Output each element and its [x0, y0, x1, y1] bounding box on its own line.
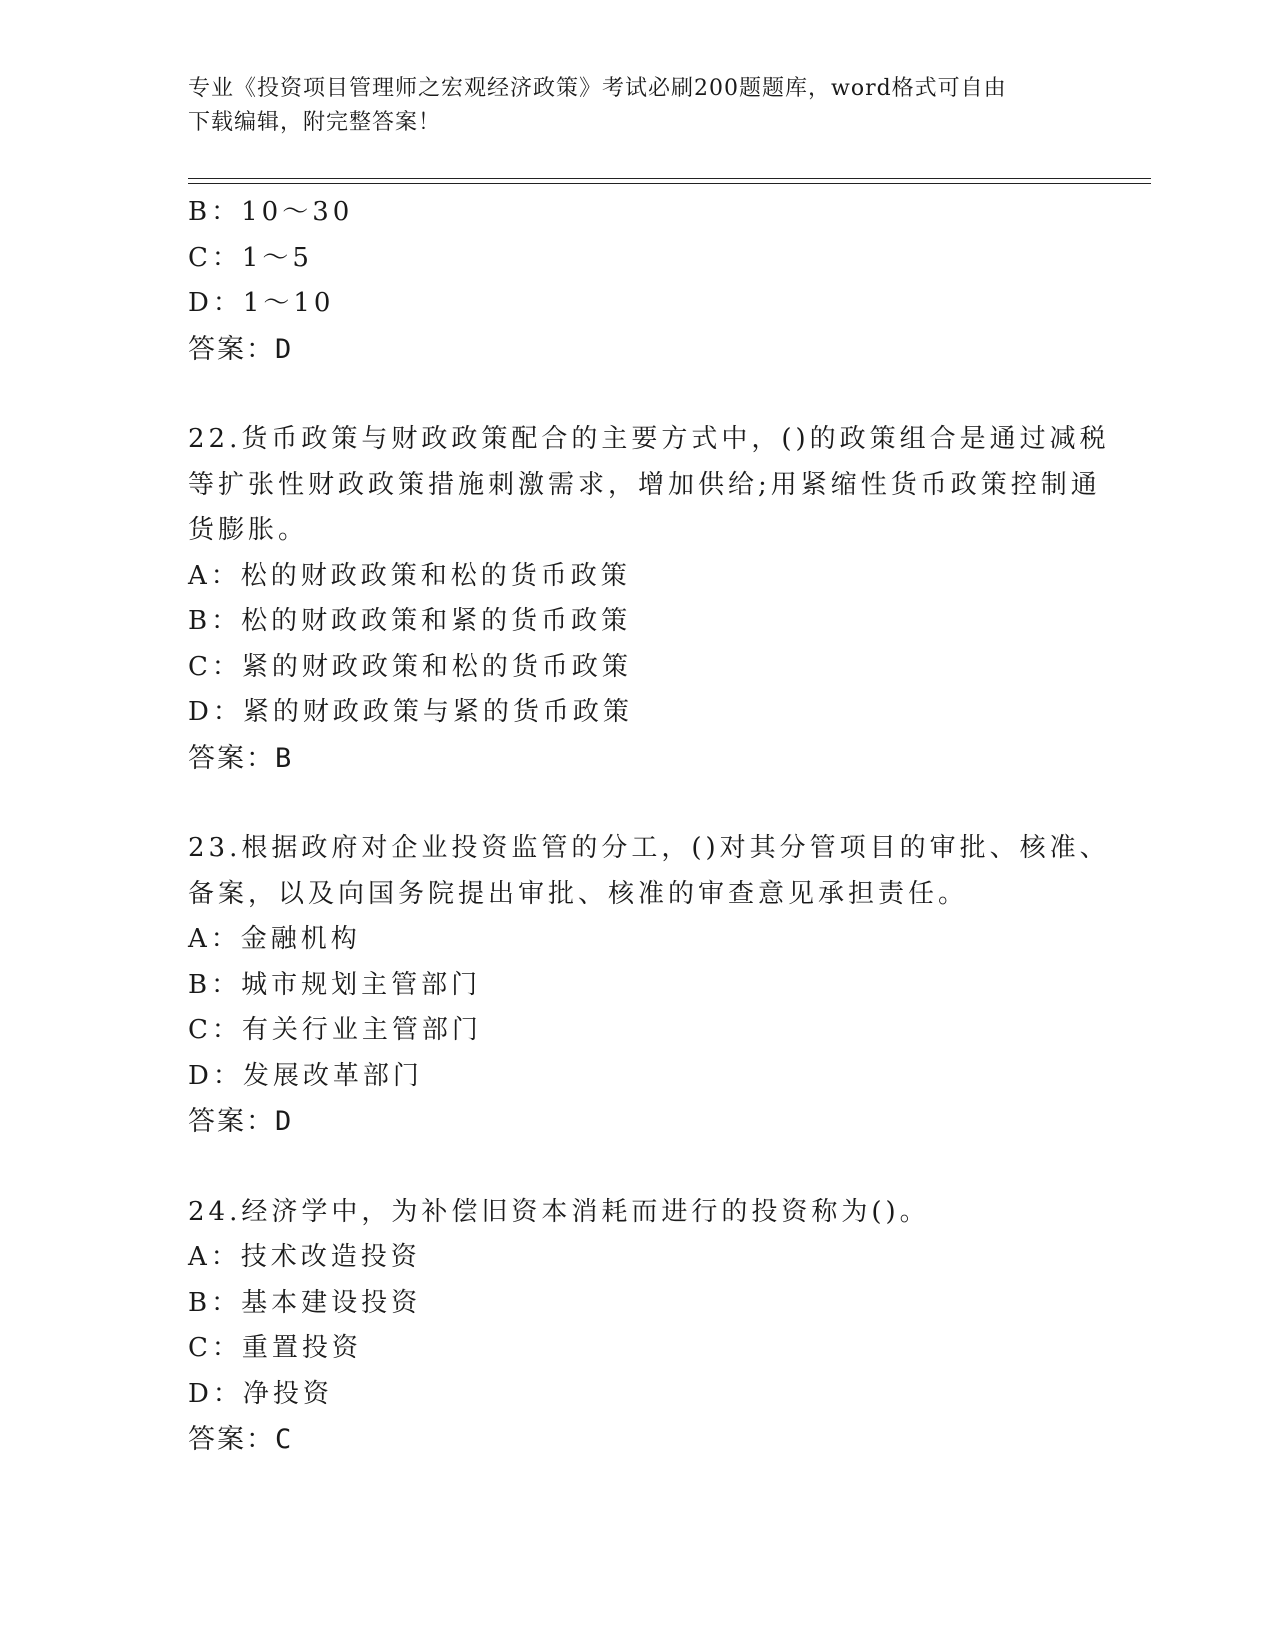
option-a: A：松的财政政策和松的货币政策 [188, 560, 631, 591]
option-b: B：城市规划主管部门 [188, 969, 482, 1000]
answer-label: 答案： [188, 1106, 275, 1137]
header-divider-top [188, 178, 1151, 179]
answer-line [188, 1099, 1088, 1145]
question-block-23 [188, 826, 1110, 1145]
question-text-line: 24.经济学中，为补偿旧资本消耗而进行的投资称为()。 [188, 1196, 930, 1227]
option-c: C：有关行业主管部门 [188, 1015, 482, 1045]
option-c: C：1～5 [188, 242, 313, 273]
answer-label: 答案： [188, 742, 275, 774]
option-c: C：重置投资 [188, 1333, 362, 1363]
answer-line [188, 736, 1088, 782]
question-block-22 [188, 417, 1110, 781]
answer-value: D [275, 333, 294, 365]
option-d: D：净投资 [188, 1378, 333, 1409]
answer-line [188, 1417, 1088, 1463]
header-divider-bottom [188, 183, 1151, 184]
option-a: A：金融机构 [188, 924, 361, 954]
option-d: D：1～10 [188, 288, 335, 318]
option-b: B：基本建设投资 [188, 1287, 422, 1318]
option-b: B：10～30 [188, 197, 354, 227]
question-block-24 [188, 1190, 1088, 1463]
answer-value: D [275, 1106, 294, 1137]
question-text-line: 22.货币政策与财政政策配合的主要方式中，()的政策组合是通过减税 [188, 424, 1110, 454]
option-c: C：紧的财政政策和松的货币政策 [188, 651, 632, 682]
option-d: D：发展改革部门 [188, 1060, 423, 1091]
document-header [188, 72, 1068, 140]
question-list [188, 190, 1110, 1463]
question-text-line: 货膨胀。 [188, 515, 309, 545]
option-d: D：紧的财政政策与紧的货币政策 [188, 697, 633, 727]
question-text-line: 等扩张性财政政策措施刺激需求，增加供给;用紧缩性货币政策控制通 [188, 469, 1101, 500]
answer-value: C [275, 1424, 294, 1455]
option-a: A：技术改造投资 [188, 1242, 421, 1272]
question-block-21 [188, 190, 1088, 372]
answer-label: 答案： [188, 333, 275, 365]
question-text-line: 备案，以及向国务院提出审批、核准的审查意见承担责任。 [188, 878, 969, 909]
option-b: B：松的财政政策和紧的货币政策 [188, 606, 632, 636]
answer-label: 答案： [188, 1424, 275, 1455]
answer-value: B [275, 742, 294, 774]
header-line-2: 下载编辑，附完整答案！ [188, 110, 442, 135]
header-line-1: 专业《投资项目管理师之宏观经济政策》考试必刷200题题库，word格式可自由 [188, 76, 1007, 101]
question-text-line: 23.根据政府对企业投资监管的分工，()对其分管项目的审批、核准、 [188, 833, 1110, 863]
answer-line [188, 327, 1088, 373]
